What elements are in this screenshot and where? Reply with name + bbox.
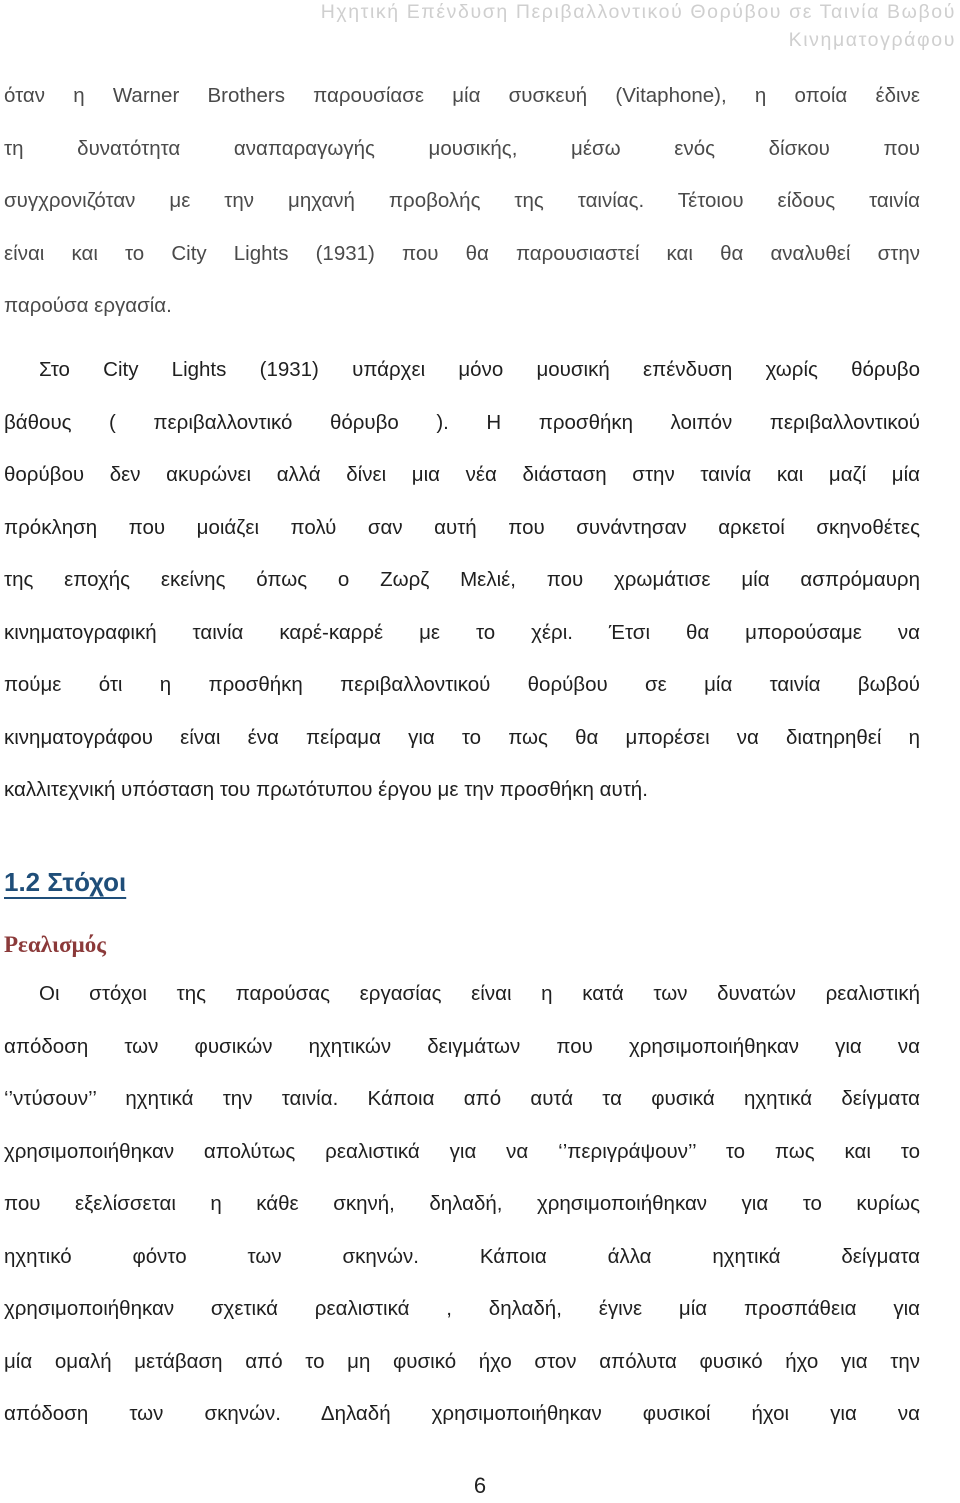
paragraph-line: ‘’ντύσουν’’ ηχητικά την ταινία. Κάποια από αυτά τα φυσικά ηχητικά δείγματα xyxy=(4,1087,920,1110)
paragraph-line: μία ομαλή μετάβαση από το μη φυσικό ήχο στον απόλυτα φυσικό ήχο για την xyxy=(4,1349,920,1373)
paragraph-line: χρησιμοποιήθηκαν σχετικά ρεαλιστικά , δηλαδή, έγινε μία προσπάθεια για xyxy=(4,1297,920,1320)
paragraph-2 xyxy=(4,344,920,817)
running-header-line-2: Κινηματογράφου xyxy=(788,29,956,51)
paragraph-line: ηχητικό φόντο των σκηνών. Κάποια άλλα ηχητικά δείγματα xyxy=(4,1244,920,1268)
paragraph-line: θορύβου δεν ακυρώνει αλλά δίνει μια νέα διάσταση στην ταινία και μαζί μία xyxy=(4,463,920,486)
running-header xyxy=(56,0,956,54)
paragraph-line: κινηματογράφου είναι ένα πείραμα για το πως θα μπορέσει να διατηρηθεί η xyxy=(4,725,920,749)
paragraph-line: καλλιτεχνική υπόσταση του πρωτότυπου έργου με την προσθήκη αυτή. xyxy=(4,778,648,801)
paragraph-line: χρησιμοποιήθηκαν απολύτως ρεαλιστικά για να ‘’περιγράψουν’’ το πως και το xyxy=(4,1139,920,1163)
paragraph-line: Στο City Lights (1931) υπάρχει μόνο μουσική επένδυση χωρίς θόρυβο xyxy=(39,358,920,381)
subsection-heading: Ρεαλισμός xyxy=(4,932,106,957)
paragraph-line: τη δυνατότητα αναπαραγωγής μουσικής, μέσω ενός δίσκου που xyxy=(4,136,920,160)
paragraph-line: που εξελίσσεται η κάθε σκηνή, δηλαδή, χρησιμοποιήθηκαν για το κυρίως xyxy=(4,1192,920,1215)
paragraph-line: Οι στόχοι της παρούσας εργασίας είναι η κατά των δυνατών ρεαλιστική xyxy=(39,982,920,1005)
paragraph-3 xyxy=(4,968,920,1441)
paragraph-line: της εποχής εκείνης όπως ο Ζωρζ Μελιέ, που χρωμάτισε μία ασπρόμαυρη xyxy=(4,568,920,591)
section-heading: 1.2 Στόχοι xyxy=(4,867,127,897)
page-number: 6 xyxy=(473,1473,487,1498)
paragraph-line: όταν η Warner Brothers παρουσίασε μία συσκευή (Vitaphone), η οποία έδινε xyxy=(4,84,920,107)
paragraph-line: είναι και το City Lights (1931) που θα παρουσιαστεί και θα αναλυθεί στην xyxy=(4,241,920,265)
paragraph-line: συγχρονιζόταν με την μηχανή προβολής της ταινίας. Τέτοιου είδους ταινία xyxy=(4,189,920,212)
paragraph-line: πρόκληση που μοιάζει πολύ σαν αυτή που συνάντησαν αρκετοί σκηνοθέτες xyxy=(4,515,920,539)
paragraph-1 xyxy=(4,70,920,333)
paragraph-line: απόδοση των φυσικών ηχητικών δειγμάτων που χρησιμοποιήθηκαν για να xyxy=(4,1034,920,1058)
paragraph-line: παρούσα εργασία. xyxy=(4,294,172,317)
paragraph-line: απόδοση των σκηνών. Δηλαδή χρησιμοποιήθηκαν φυσικοί ήχοι για να xyxy=(4,1402,920,1425)
paragraph-line: βάθους ( περιβαλλοντικό θόρυβο ). Η προσθήκη λοιπόν περιβαλλοντικού xyxy=(4,410,920,434)
paragraph-line: κινηματογραφική ταινία καρέ-καρρέ με το χέρι. Έτσι θα μπορούσαμε να xyxy=(4,620,920,644)
running-header-line-1: Ηχητική Επένδυση Περιβαλλοντικού Θορύβου σε Ταινία Βωβού xyxy=(320,1,956,23)
paragraph-line: πούμε ότι η προσθήκη περιβαλλοντικού θορύβου σε μία ταινία βωβού xyxy=(4,673,920,696)
